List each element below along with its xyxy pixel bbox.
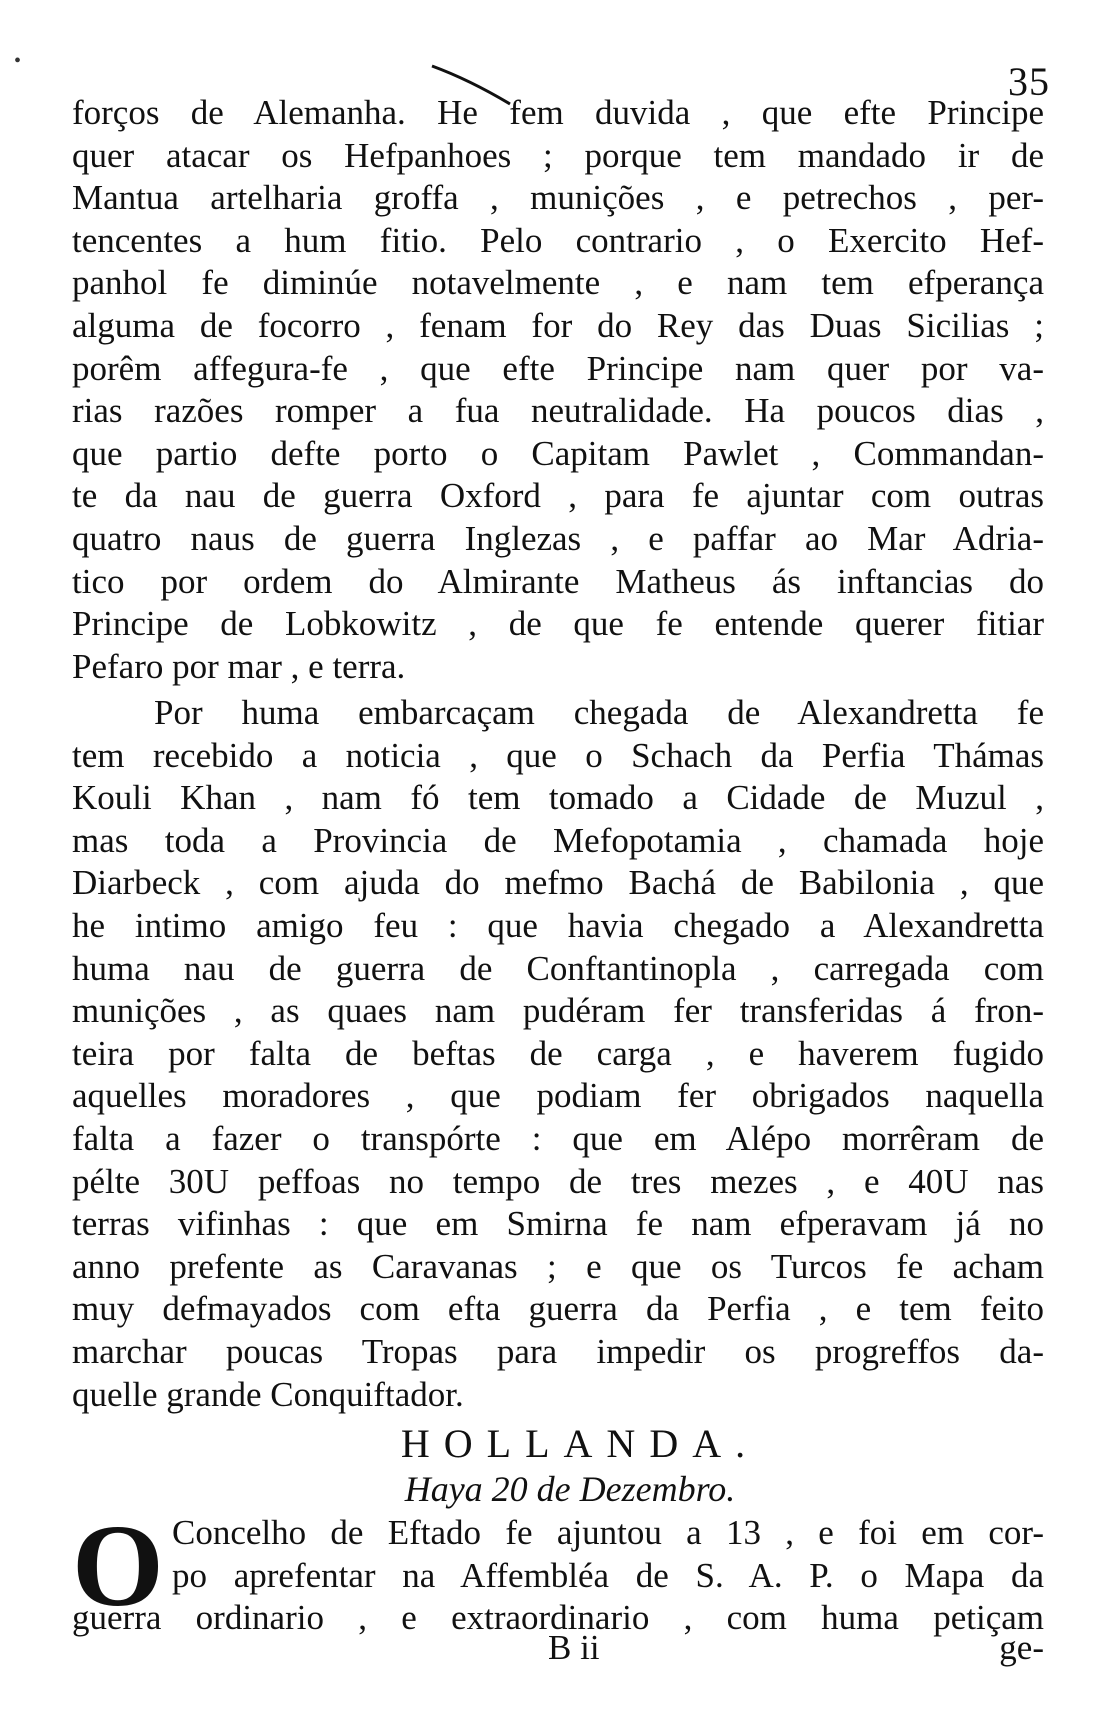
text-line: muy defmayados com efta guerra da Perfia , e tem feito xyxy=(72,1289,1044,1329)
text-line: tico por ordem do Almirante Matheus ás inftancias do xyxy=(72,561,1044,601)
paragraph-3 xyxy=(72,1500,1044,1640)
text-line: rias razões romper a fua neutralidade. Ha poucos dias , xyxy=(72,391,1044,431)
margin-dot-mark: • xyxy=(14,50,22,72)
text-line: alguma de focorro , fenam for do Rey das Duas Sicilias ; xyxy=(72,305,1044,345)
text-line: tem recebido a noticia , que o Schach da Perfia Thámas xyxy=(72,735,1044,775)
text-line: huma nau de guerra de Conftantinopla , carregada com xyxy=(72,948,1044,988)
drop-cap: O xyxy=(72,1500,164,1631)
text-line: quer atacar os Hefpanhoes ; porque tem mandado ir de xyxy=(72,135,1044,175)
paragraph-1 xyxy=(72,92,1044,688)
text-line: quelle grande Conquiftador. xyxy=(72,1374,464,1414)
section-heading: HOLLANDA. xyxy=(400,1421,760,1466)
text-line: pélte 30U peffoas no tempo de tres mezes , e 40U nas xyxy=(72,1161,1044,1201)
text-line: falta a fazer o transpórte : que em Alépo morrêram de xyxy=(72,1118,1044,1158)
text-line: teira por falta de beftas de carga , e haverem fugido xyxy=(72,1033,1044,1073)
text-line: quatro naus de guerra Inglezas , e paffar ao Mar Adria- xyxy=(72,518,1044,558)
text-line: porêm affegura-fe , que efte Principe nam quer por va- xyxy=(72,348,1044,388)
text-line: Concelho de Eftado fe ajuntou a 13 , e foi em cor- xyxy=(172,1513,1044,1552)
paragraph-2 xyxy=(72,692,1044,1416)
text-line: Por huma embarcaçam chegada de Alexandretta fe xyxy=(154,693,1044,732)
text-line: he intimo amigo feu : que havia chegado a Alexandretta xyxy=(72,905,1044,945)
text-line: Principe de Lobkowitz , de que fe entende querer fitiar xyxy=(72,604,1044,644)
text-line: Diarbeck , com ajuda do mefmo Bachá de Babilonia , que xyxy=(72,863,1044,903)
text-line: marchar poucas Tropas para impedir os progreffos da- xyxy=(72,1331,1044,1371)
text-line: panhol fe diminúe notavelmente , e nam tem efperança xyxy=(72,263,1044,303)
text-line: Kouli Khan , nam fó tem tomado a Cidade de Muzul , xyxy=(72,778,1044,818)
text-line: po aprefentar na Affembléa de S. A. P. o Mapa da xyxy=(172,1555,1044,1595)
text-line: aquelles moradores , que podiam fer obrigados naquella xyxy=(72,1076,1044,1116)
dateline: Haya 20 de Dezembro. xyxy=(404,1469,736,1509)
text-line: tencentes a hum fitio. Pelo contrario , o Exercito Hef- xyxy=(72,220,1044,260)
text-line: munições , as quaes nam pudéram fer transferidas á fron- xyxy=(72,991,1044,1031)
page-number: 35 xyxy=(1008,59,1050,104)
text-line: Pefaro por mar , e terra. xyxy=(72,646,406,686)
text-line: guerra ordinario , e extraordinario , com huma petiçam xyxy=(72,1598,1044,1638)
text-line: Mantua artelharia groffa , munições , e petrechos , per- xyxy=(72,178,1044,218)
text-line: te da nau de guerra Oxford , para fe ajuntar com outras xyxy=(72,476,1044,516)
text-line: que partio defte porto o Capitam Pawlet , Commandan- xyxy=(72,433,1044,473)
signature-mark: B ii xyxy=(548,1628,600,1667)
text-line: forços de Alemanha. He fem duvida , que efte Principe xyxy=(72,93,1044,132)
text-line: terras vifinhas : que em Smirna fe nam efperavam já no xyxy=(72,1204,1044,1244)
text-line: mas toda a Provincia de Mefopotamia , chamada hoje xyxy=(72,820,1044,860)
catchword: ge- xyxy=(999,1628,1044,1667)
text-line: anno prefente as Caravanas ; e que os Turcos fe acham xyxy=(72,1246,1044,1286)
